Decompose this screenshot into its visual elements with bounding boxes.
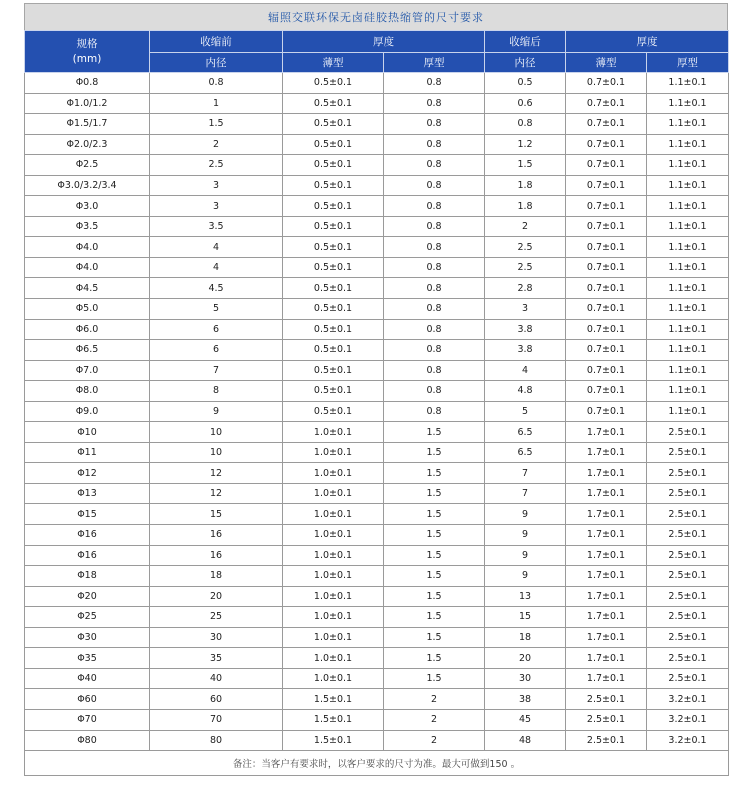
table-row	[25, 483, 729, 504]
inner-after-cell: 3	[485, 299, 566, 320]
thick-after-cell: 2.5±0.1	[647, 545, 729, 566]
table-header	[25, 31, 729, 73]
spec-cell: Φ3.5	[25, 216, 150, 237]
thin-after-cell: 0.7±0.1	[566, 299, 647, 320]
table-row	[25, 257, 729, 278]
thin-after-cell: 0.7±0.1	[566, 134, 647, 155]
thin-before-cell: 0.5±0.1	[283, 299, 384, 320]
inner-after-cell: 6.5	[485, 442, 566, 463]
spec-cell: Φ11	[25, 442, 150, 463]
table-row	[25, 216, 729, 237]
thick-before-cell: 1.5	[384, 627, 485, 648]
spec-cell: Φ4.5	[25, 278, 150, 299]
spec-cell: Φ25	[25, 607, 150, 628]
thick-after-cell: 1.1±0.1	[647, 114, 729, 135]
inner-after-cell: 9	[485, 504, 566, 525]
thick-after-cell: 1.1±0.1	[647, 381, 729, 402]
spec-cell: Φ12	[25, 463, 150, 484]
inner-after-cell: 6.5	[485, 422, 566, 443]
thick-before-cell: 0.8	[384, 401, 485, 422]
thin-before-cell: 0.5±0.1	[283, 196, 384, 217]
inner-before-cell: 0.8	[150, 73, 283, 94]
thin-before-cell: 1.5±0.1	[283, 689, 384, 710]
thin-before-cell: 0.5±0.1	[283, 381, 384, 402]
thin-before-cell: 1.0±0.1	[283, 545, 384, 566]
thin-before-cell: 0.5±0.1	[283, 175, 384, 196]
thick-before-cell: 1.5	[384, 442, 485, 463]
thick-before-cell: 0.8	[384, 114, 485, 135]
inner-after-cell: 2.8	[485, 278, 566, 299]
thick-after-cell: 2.5±0.1	[647, 566, 729, 587]
header-after-shrink: 收缩后	[485, 31, 566, 53]
inner-after-cell: 7	[485, 483, 566, 504]
thick-before-cell: 0.8	[384, 196, 485, 217]
table-row	[25, 504, 729, 525]
thin-after-cell: 2.5±0.1	[566, 689, 647, 710]
thin-before-cell: 0.5±0.1	[283, 216, 384, 237]
thick-after-cell: 1.1±0.1	[647, 73, 729, 94]
inner-after-cell: 4	[485, 360, 566, 381]
inner-before-cell: 8	[150, 381, 283, 402]
thick-after-cell: 2.5±0.1	[647, 504, 729, 525]
inner-after-cell: 9	[485, 545, 566, 566]
inner-before-cell: 12	[150, 463, 283, 484]
thick-after-cell: 1.1±0.1	[647, 340, 729, 361]
inner-after-cell: 3.8	[485, 340, 566, 361]
inner-after-cell: 48	[485, 730, 566, 751]
thick-after-cell: 2.5±0.1	[647, 483, 729, 504]
spec-cell: Φ4.0	[25, 257, 150, 278]
thick-before-cell: 0.8	[384, 381, 485, 402]
table-row	[25, 360, 729, 381]
spec-cell: Φ2.5	[25, 155, 150, 176]
inner-before-cell: 5	[150, 299, 283, 320]
inner-after-cell: 1.8	[485, 175, 566, 196]
thick-before-cell: 0.8	[384, 93, 485, 114]
thin-before-cell: 0.5±0.1	[283, 237, 384, 258]
spec-cell: Φ6.0	[25, 319, 150, 340]
thin-before-cell: 1.0±0.1	[283, 627, 384, 648]
thin-before-cell: 1.0±0.1	[283, 442, 384, 463]
thick-before-cell: 0.8	[384, 278, 485, 299]
thin-after-cell: 1.7±0.1	[566, 483, 647, 504]
thick-after-cell: 2.5±0.1	[647, 627, 729, 648]
thin-before-cell: 0.5±0.1	[283, 278, 384, 299]
thin-before-cell: 1.0±0.1	[283, 463, 384, 484]
spec-cell: Φ20	[25, 586, 150, 607]
thick-after-cell: 2.5±0.1	[647, 586, 729, 607]
inner-before-cell: 2	[150, 134, 283, 155]
thick-after-cell: 2.5±0.1	[647, 442, 729, 463]
inner-before-cell: 70	[150, 709, 283, 730]
table-row	[25, 237, 729, 258]
table-title: 辐照交联环保无卤硅胶热缩管的尺寸要求	[24, 3, 728, 30]
table-row	[25, 668, 729, 689]
spec-cell: Φ40	[25, 668, 150, 689]
table-row	[25, 566, 729, 587]
inner-before-cell: 3	[150, 175, 283, 196]
header-before-shrink: 收缩前	[150, 31, 283, 53]
thick-after-cell: 1.1±0.1	[647, 134, 729, 155]
thick-before-cell: 0.8	[384, 216, 485, 237]
spec-cell: Φ0.8	[25, 73, 150, 94]
inner-before-cell: 1	[150, 93, 283, 114]
table-row	[25, 134, 729, 155]
header-thickness-after: 厚度	[566, 31, 729, 53]
thin-after-cell: 2.5±0.1	[566, 709, 647, 730]
thick-before-cell: 2	[384, 730, 485, 751]
thick-before-cell: 0.8	[384, 155, 485, 176]
table-row	[25, 463, 729, 484]
inner-after-cell: 2.5	[485, 237, 566, 258]
thick-after-cell: 3.2±0.1	[647, 730, 729, 751]
inner-before-cell: 60	[150, 689, 283, 710]
thin-before-cell: 0.5±0.1	[283, 73, 384, 94]
thick-after-cell: 1.1±0.1	[647, 299, 729, 320]
thick-before-cell: 1.5	[384, 566, 485, 587]
thin-before-cell: 0.5±0.1	[283, 114, 384, 135]
inner-after-cell: 30	[485, 668, 566, 689]
table-row	[25, 607, 729, 628]
spec-cell: Φ70	[25, 709, 150, 730]
spec-cell: Φ13	[25, 483, 150, 504]
thin-after-cell: 2.5±0.1	[566, 730, 647, 751]
spec-cell: Φ1.0/1.2	[25, 93, 150, 114]
thin-before-cell: 0.5±0.1	[283, 401, 384, 422]
table-row	[25, 689, 729, 710]
thick-after-cell: 2.5±0.1	[647, 668, 729, 689]
thin-before-cell: 0.5±0.1	[283, 93, 384, 114]
header-thin-before: 薄型	[283, 53, 384, 73]
thin-before-cell: 1.0±0.1	[283, 483, 384, 504]
thin-before-cell: 0.5±0.1	[283, 155, 384, 176]
header-spec-unit: (mm)	[72, 52, 102, 65]
thick-after-cell: 2.5±0.1	[647, 607, 729, 628]
thin-before-cell: 1.0±0.1	[283, 586, 384, 607]
spec-cell: Φ8.0	[25, 381, 150, 402]
header-inner-after: 内径	[485, 53, 566, 73]
spec-cell: Φ18	[25, 566, 150, 587]
table-row	[25, 155, 729, 176]
inner-after-cell: 13	[485, 586, 566, 607]
header-spec-label: 规格	[76, 37, 98, 50]
thick-after-cell: 1.1±0.1	[647, 196, 729, 217]
thick-before-cell: 1.5	[384, 422, 485, 443]
header-thick-before: 厚型	[384, 53, 485, 73]
inner-before-cell: 9	[150, 401, 283, 422]
inner-after-cell: 45	[485, 709, 566, 730]
thick-after-cell: 3.2±0.1	[647, 709, 729, 730]
thin-after-cell: 1.7±0.1	[566, 545, 647, 566]
header-thick-after: 厚型	[647, 53, 729, 73]
inner-after-cell: 0.5	[485, 73, 566, 94]
spec-cell: Φ60	[25, 689, 150, 710]
spec-cell: Φ9.0	[25, 401, 150, 422]
thin-after-cell: 0.7±0.1	[566, 360, 647, 381]
thin-before-cell: 0.5±0.1	[283, 319, 384, 340]
inner-after-cell: 2.5	[485, 257, 566, 278]
thick-after-cell: 1.1±0.1	[647, 216, 729, 237]
table-row	[25, 278, 729, 299]
thick-before-cell: 0.8	[384, 340, 485, 361]
header-spec	[25, 31, 150, 73]
spec-cell: Φ1.5/1.7	[25, 114, 150, 135]
thick-after-cell: 1.1±0.1	[647, 175, 729, 196]
inner-before-cell: 6	[150, 319, 283, 340]
inner-before-cell: 20	[150, 586, 283, 607]
spec-cell: Φ4.0	[25, 237, 150, 258]
size-table	[24, 30, 729, 776]
thick-before-cell: 1.5	[384, 463, 485, 484]
thin-before-cell: 0.5±0.1	[283, 340, 384, 361]
thin-after-cell: 0.7±0.1	[566, 237, 647, 258]
thin-after-cell: 1.7±0.1	[566, 504, 647, 525]
spec-cell: Φ35	[25, 648, 150, 669]
thick-before-cell: 1.5	[384, 504, 485, 525]
inner-after-cell: 15	[485, 607, 566, 628]
inner-after-cell: 20	[485, 648, 566, 669]
table-row	[25, 93, 729, 114]
thick-before-cell: 0.8	[384, 175, 485, 196]
table-row	[25, 401, 729, 422]
inner-before-cell: 4	[150, 257, 283, 278]
inner-after-cell: 1.2	[485, 134, 566, 155]
spec-cell: Φ30	[25, 627, 150, 648]
inner-after-cell: 0.6	[485, 93, 566, 114]
inner-before-cell: 2.5	[150, 155, 283, 176]
table-row	[25, 114, 729, 135]
thick-after-cell: 1.1±0.1	[647, 401, 729, 422]
thin-before-cell: 1.0±0.1	[283, 607, 384, 628]
inner-before-cell: 80	[150, 730, 283, 751]
inner-after-cell: 18	[485, 627, 566, 648]
inner-after-cell: 3.8	[485, 319, 566, 340]
thick-before-cell: 1.5	[384, 607, 485, 628]
inner-after-cell: 9	[485, 566, 566, 587]
thin-after-cell: 1.7±0.1	[566, 442, 647, 463]
table-row	[25, 442, 729, 463]
thick-after-cell: 1.1±0.1	[647, 93, 729, 114]
inner-before-cell: 4.5	[150, 278, 283, 299]
table-row	[25, 381, 729, 402]
thin-after-cell: 1.7±0.1	[566, 422, 647, 443]
thick-before-cell: 0.8	[384, 257, 485, 278]
spec-cell: Φ7.0	[25, 360, 150, 381]
table-row	[25, 730, 729, 751]
thin-after-cell: 0.7±0.1	[566, 401, 647, 422]
thick-after-cell: 2.5±0.1	[647, 648, 729, 669]
thick-after-cell: 1.1±0.1	[647, 155, 729, 176]
thick-after-cell: 2.5±0.1	[647, 463, 729, 484]
header-thickness-before: 厚度	[283, 31, 485, 53]
thin-before-cell: 0.5±0.1	[283, 360, 384, 381]
spec-cell: Φ2.0/2.3	[25, 134, 150, 155]
thin-after-cell: 0.7±0.1	[566, 216, 647, 237]
inner-before-cell: 1.5	[150, 114, 283, 135]
table-row	[25, 299, 729, 320]
thin-after-cell: 0.7±0.1	[566, 278, 647, 299]
thin-before-cell: 1.0±0.1	[283, 504, 384, 525]
thin-after-cell: 0.7±0.1	[566, 257, 647, 278]
table-row	[25, 175, 729, 196]
inner-after-cell: 2	[485, 216, 566, 237]
thick-after-cell: 2.5±0.1	[647, 422, 729, 443]
inner-after-cell: 4.8	[485, 381, 566, 402]
table-row	[25, 627, 729, 648]
thick-after-cell: 1.1±0.1	[647, 278, 729, 299]
thick-before-cell: 1.5	[384, 668, 485, 689]
table-row	[25, 525, 729, 546]
thick-before-cell: 0.8	[384, 73, 485, 94]
inner-before-cell: 18	[150, 566, 283, 587]
spec-cell: Φ3.0	[25, 196, 150, 217]
table-note: 备注：当客户有要求时，以客户要求的尺寸为准。最大可做到150 。	[25, 751, 729, 776]
thick-before-cell: 1.5	[384, 545, 485, 566]
thick-after-cell: 1.1±0.1	[647, 319, 729, 340]
inner-before-cell: 3	[150, 196, 283, 217]
thin-before-cell: 1.0±0.1	[283, 566, 384, 587]
thick-before-cell: 0.8	[384, 319, 485, 340]
thin-after-cell: 0.7±0.1	[566, 381, 647, 402]
thin-after-cell: 0.7±0.1	[566, 340, 647, 361]
thin-before-cell: 0.5±0.1	[283, 257, 384, 278]
thick-after-cell: 2.5±0.1	[647, 525, 729, 546]
thin-after-cell: 0.7±0.1	[566, 93, 647, 114]
table-row	[25, 545, 729, 566]
thick-after-cell: 1.1±0.1	[647, 360, 729, 381]
thick-after-cell: 1.1±0.1	[647, 257, 729, 278]
thin-before-cell: 0.5±0.1	[283, 134, 384, 155]
inner-after-cell: 1.8	[485, 196, 566, 217]
spec-cell: Φ5.0	[25, 299, 150, 320]
inner-after-cell: 38	[485, 689, 566, 710]
thick-before-cell: 0.8	[384, 134, 485, 155]
thin-after-cell: 1.7±0.1	[566, 586, 647, 607]
thick-before-cell: 2	[384, 689, 485, 710]
thin-after-cell: 1.7±0.1	[566, 566, 647, 587]
header-thin-after: 薄型	[566, 53, 647, 73]
thin-after-cell: 1.7±0.1	[566, 607, 647, 628]
table-row	[25, 648, 729, 669]
inner-after-cell: 5	[485, 401, 566, 422]
thin-after-cell: 0.7±0.1	[566, 114, 647, 135]
table-row	[25, 586, 729, 607]
thin-before-cell: 1.0±0.1	[283, 422, 384, 443]
inner-before-cell: 25	[150, 607, 283, 628]
table-row	[25, 73, 729, 94]
thick-before-cell: 2	[384, 709, 485, 730]
thick-after-cell: 1.1±0.1	[647, 237, 729, 258]
thick-before-cell: 1.5	[384, 586, 485, 607]
table-row	[25, 196, 729, 217]
inner-before-cell: 16	[150, 545, 283, 566]
inner-before-cell: 10	[150, 422, 283, 443]
inner-before-cell: 6	[150, 340, 283, 361]
size-spec-document	[24, 3, 728, 776]
thin-before-cell: 1.0±0.1	[283, 525, 384, 546]
thin-before-cell: 1.0±0.1	[283, 648, 384, 669]
thin-after-cell: 1.7±0.1	[566, 463, 647, 484]
table-body	[25, 73, 729, 751]
thin-after-cell: 0.7±0.1	[566, 155, 647, 176]
thin-before-cell: 1.5±0.1	[283, 709, 384, 730]
spec-cell: Φ80	[25, 730, 150, 751]
thin-after-cell: 0.7±0.1	[566, 196, 647, 217]
spec-cell: Φ3.0/3.2/3.4	[25, 175, 150, 196]
thin-before-cell: 1.0±0.1	[283, 668, 384, 689]
thick-before-cell: 0.8	[384, 299, 485, 320]
thin-after-cell: 1.7±0.1	[566, 648, 647, 669]
inner-before-cell: 15	[150, 504, 283, 525]
thick-before-cell: 1.5	[384, 648, 485, 669]
inner-before-cell: 7	[150, 360, 283, 381]
inner-before-cell: 4	[150, 237, 283, 258]
thin-after-cell: 0.7±0.1	[566, 175, 647, 196]
spec-cell: Φ16	[25, 545, 150, 566]
thin-after-cell: 1.7±0.1	[566, 668, 647, 689]
header-inner-before: 内径	[150, 53, 283, 73]
table-row	[25, 709, 729, 730]
thin-after-cell: 1.7±0.1	[566, 525, 647, 546]
spec-cell: Φ15	[25, 504, 150, 525]
inner-before-cell: 12	[150, 483, 283, 504]
spec-cell: Φ10	[25, 422, 150, 443]
inner-after-cell: 0.8	[485, 114, 566, 135]
spec-cell: Φ6.5	[25, 340, 150, 361]
inner-before-cell: 35	[150, 648, 283, 669]
table-row	[25, 319, 729, 340]
table-row	[25, 422, 729, 443]
thin-after-cell: 1.7±0.1	[566, 627, 647, 648]
thick-before-cell: 0.8	[384, 237, 485, 258]
thin-after-cell: 0.7±0.1	[566, 73, 647, 94]
inner-after-cell: 7	[485, 463, 566, 484]
inner-before-cell: 10	[150, 442, 283, 463]
inner-before-cell: 30	[150, 627, 283, 648]
thick-before-cell: 1.5	[384, 483, 485, 504]
inner-before-cell: 16	[150, 525, 283, 546]
thick-after-cell: 3.2±0.1	[647, 689, 729, 710]
table-row	[25, 340, 729, 361]
thin-after-cell: 0.7±0.1	[566, 319, 647, 340]
inner-after-cell: 1.5	[485, 155, 566, 176]
inner-before-cell: 3.5	[150, 216, 283, 237]
spec-cell: Φ16	[25, 525, 150, 546]
inner-after-cell: 9	[485, 525, 566, 546]
inner-before-cell: 40	[150, 668, 283, 689]
thick-before-cell: 1.5	[384, 525, 485, 546]
thick-before-cell: 0.8	[384, 360, 485, 381]
thin-before-cell: 1.5±0.1	[283, 730, 384, 751]
